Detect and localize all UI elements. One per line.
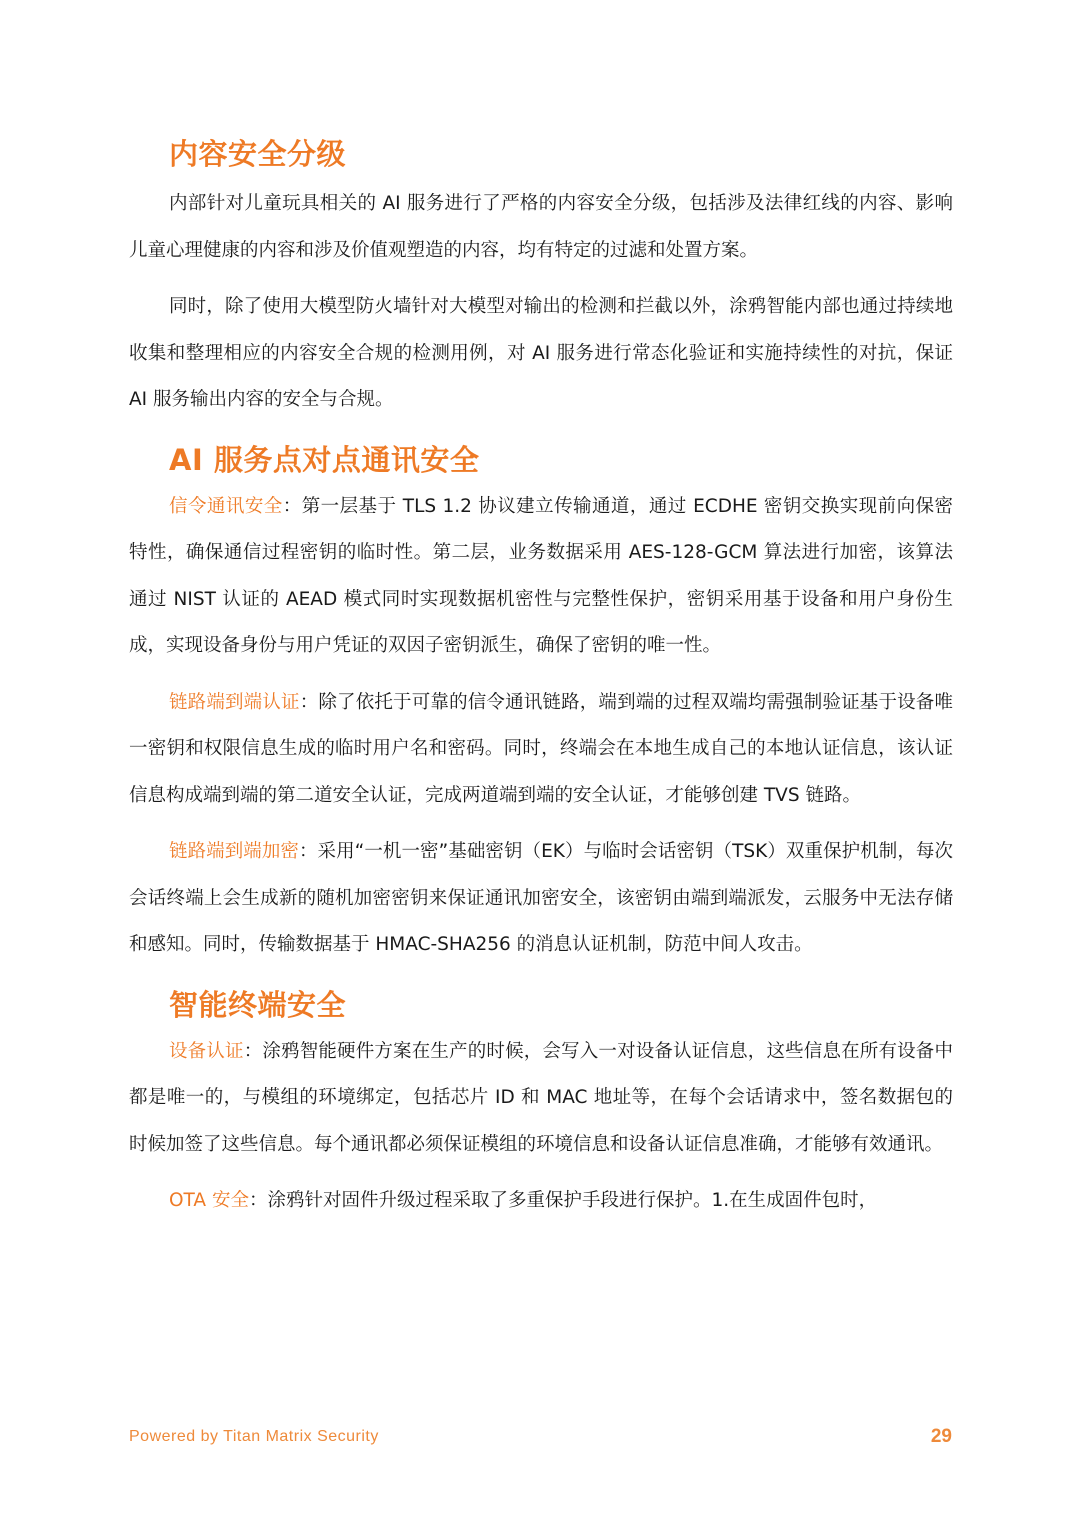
- paragraph-lead: 设备认证: [169, 1040, 244, 1062]
- section-title: AI 服务点对点通讯安全: [169, 442, 480, 477]
- paragraph: [129, 829, 953, 969]
- paragraph: [129, 680, 953, 820]
- section-ai-p2p-communication-security: [129, 436, 953, 969]
- paragraph-text: ：涂鸦针对固件升级过程采取了多重保护手段进行保护。1.在生成固件包时，: [248, 1190, 878, 1211]
- section-spacer: [129, 424, 953, 436]
- paragraph-lead: 信令通讯安全: [169, 495, 283, 517]
- page-number: 29: [930, 1426, 952, 1447]
- page-content: [129, 130, 953, 1225]
- paragraph-text: 内部针对儿童玩具相关的 AI 服务进行了严格的内容安全分级，包括涉及法律红线的内容、影响儿童心理健康的内容和涉及价值观塑造的内容，均有特定的过滤和处置方案。: [129, 193, 953, 261]
- paragraph-text: 同时，除了使用大模型防火墙针对大模型对输出的检测和拦截以外，涂鸦智能内部也通过持续地收集和整理相应的内容安全合规的检测用例，对 AI 服务进行常态化验证和实施持续性的对抗，保证 AI 服务输出内容的安全与合规。: [129, 296, 953, 410]
- paragraph-text: ：涂鸦智能硬件方案在生产的时候，会写入一对设备认证信息，这些信息在所有设备中都是唯一的，与模组的环境绑定，包括芯片 ID 和 MAC 地址等，在每个会话请求中，签名数据包的时候加签了这些信息。每个通讯都必须保证模组的环境信息和设备认证信息准确，才能够有效通讯。: [129, 1040, 953, 1155]
- section-title: 内容安全分级: [169, 137, 347, 171]
- paragraph: [129, 484, 953, 670]
- page-footer: [129, 1424, 952, 1454]
- section-title: 智能终端安全: [169, 987, 347, 1022]
- paragraph-lead: 链路端到端认证: [169, 691, 300, 713]
- paragraph: [129, 1178, 953, 1225]
- footer-brand: Powered by Titan Matrix Security: [129, 1428, 379, 1445]
- paragraph: [129, 181, 953, 274]
- paragraph-lead: 链路端到端加密: [169, 841, 299, 862]
- paragraph-text: ：采用“一机一密”基础密钥（EK）与临时会话密钥（TSK）双重保护机制，每次会话终端上会生成新的随机加密密钥来保证通讯加密安全，该密钥由端到端派发，云服务中无法存储和感知。同时，传输数据基于 HMAC-SHA256 的消息认证机制，防范中间人攻击。: [129, 841, 953, 955]
- paragraph: [129, 1029, 953, 1169]
- paragraph: [129, 284, 953, 424]
- paragraph-lead: OTA 安全: [169, 1190, 249, 1211]
- section-spacer: [129, 969, 953, 981]
- paragraph-text: ：除了依托于可靠的信令通讯链路，端到端的过程双端均需强制验证基于设备唯一密钥和权限信息生成的临时用户名和密码。同时，终端会在本地生成自己的本地认证信息，该认证信息构成端到端的第二道安全认证，完成两道端到端的安全认证，才能够创建 TVS 链路。: [129, 691, 953, 806]
- section-content-safety-grading: [129, 130, 953, 424]
- section-smart-terminal-security: [129, 981, 953, 1225]
- paragraph-text: ：第一层基于 TLS 1.2 协议建立传输通道，通过 ECDHE 密钥交换实现前向保密特性，确保通信过程密钥的临时性。第二层，业务数据采用 AES-128-GCM 算法进行加密，该算法通过 NIST 认证的 AEAD 模式同时实现数据机密性与完整性保护，密钥采用基于设备和用户身份生成，实现设备身份与用户凭证的双因子密钥派生，确保了密钥的唯一性。: [129, 495, 953, 656]
